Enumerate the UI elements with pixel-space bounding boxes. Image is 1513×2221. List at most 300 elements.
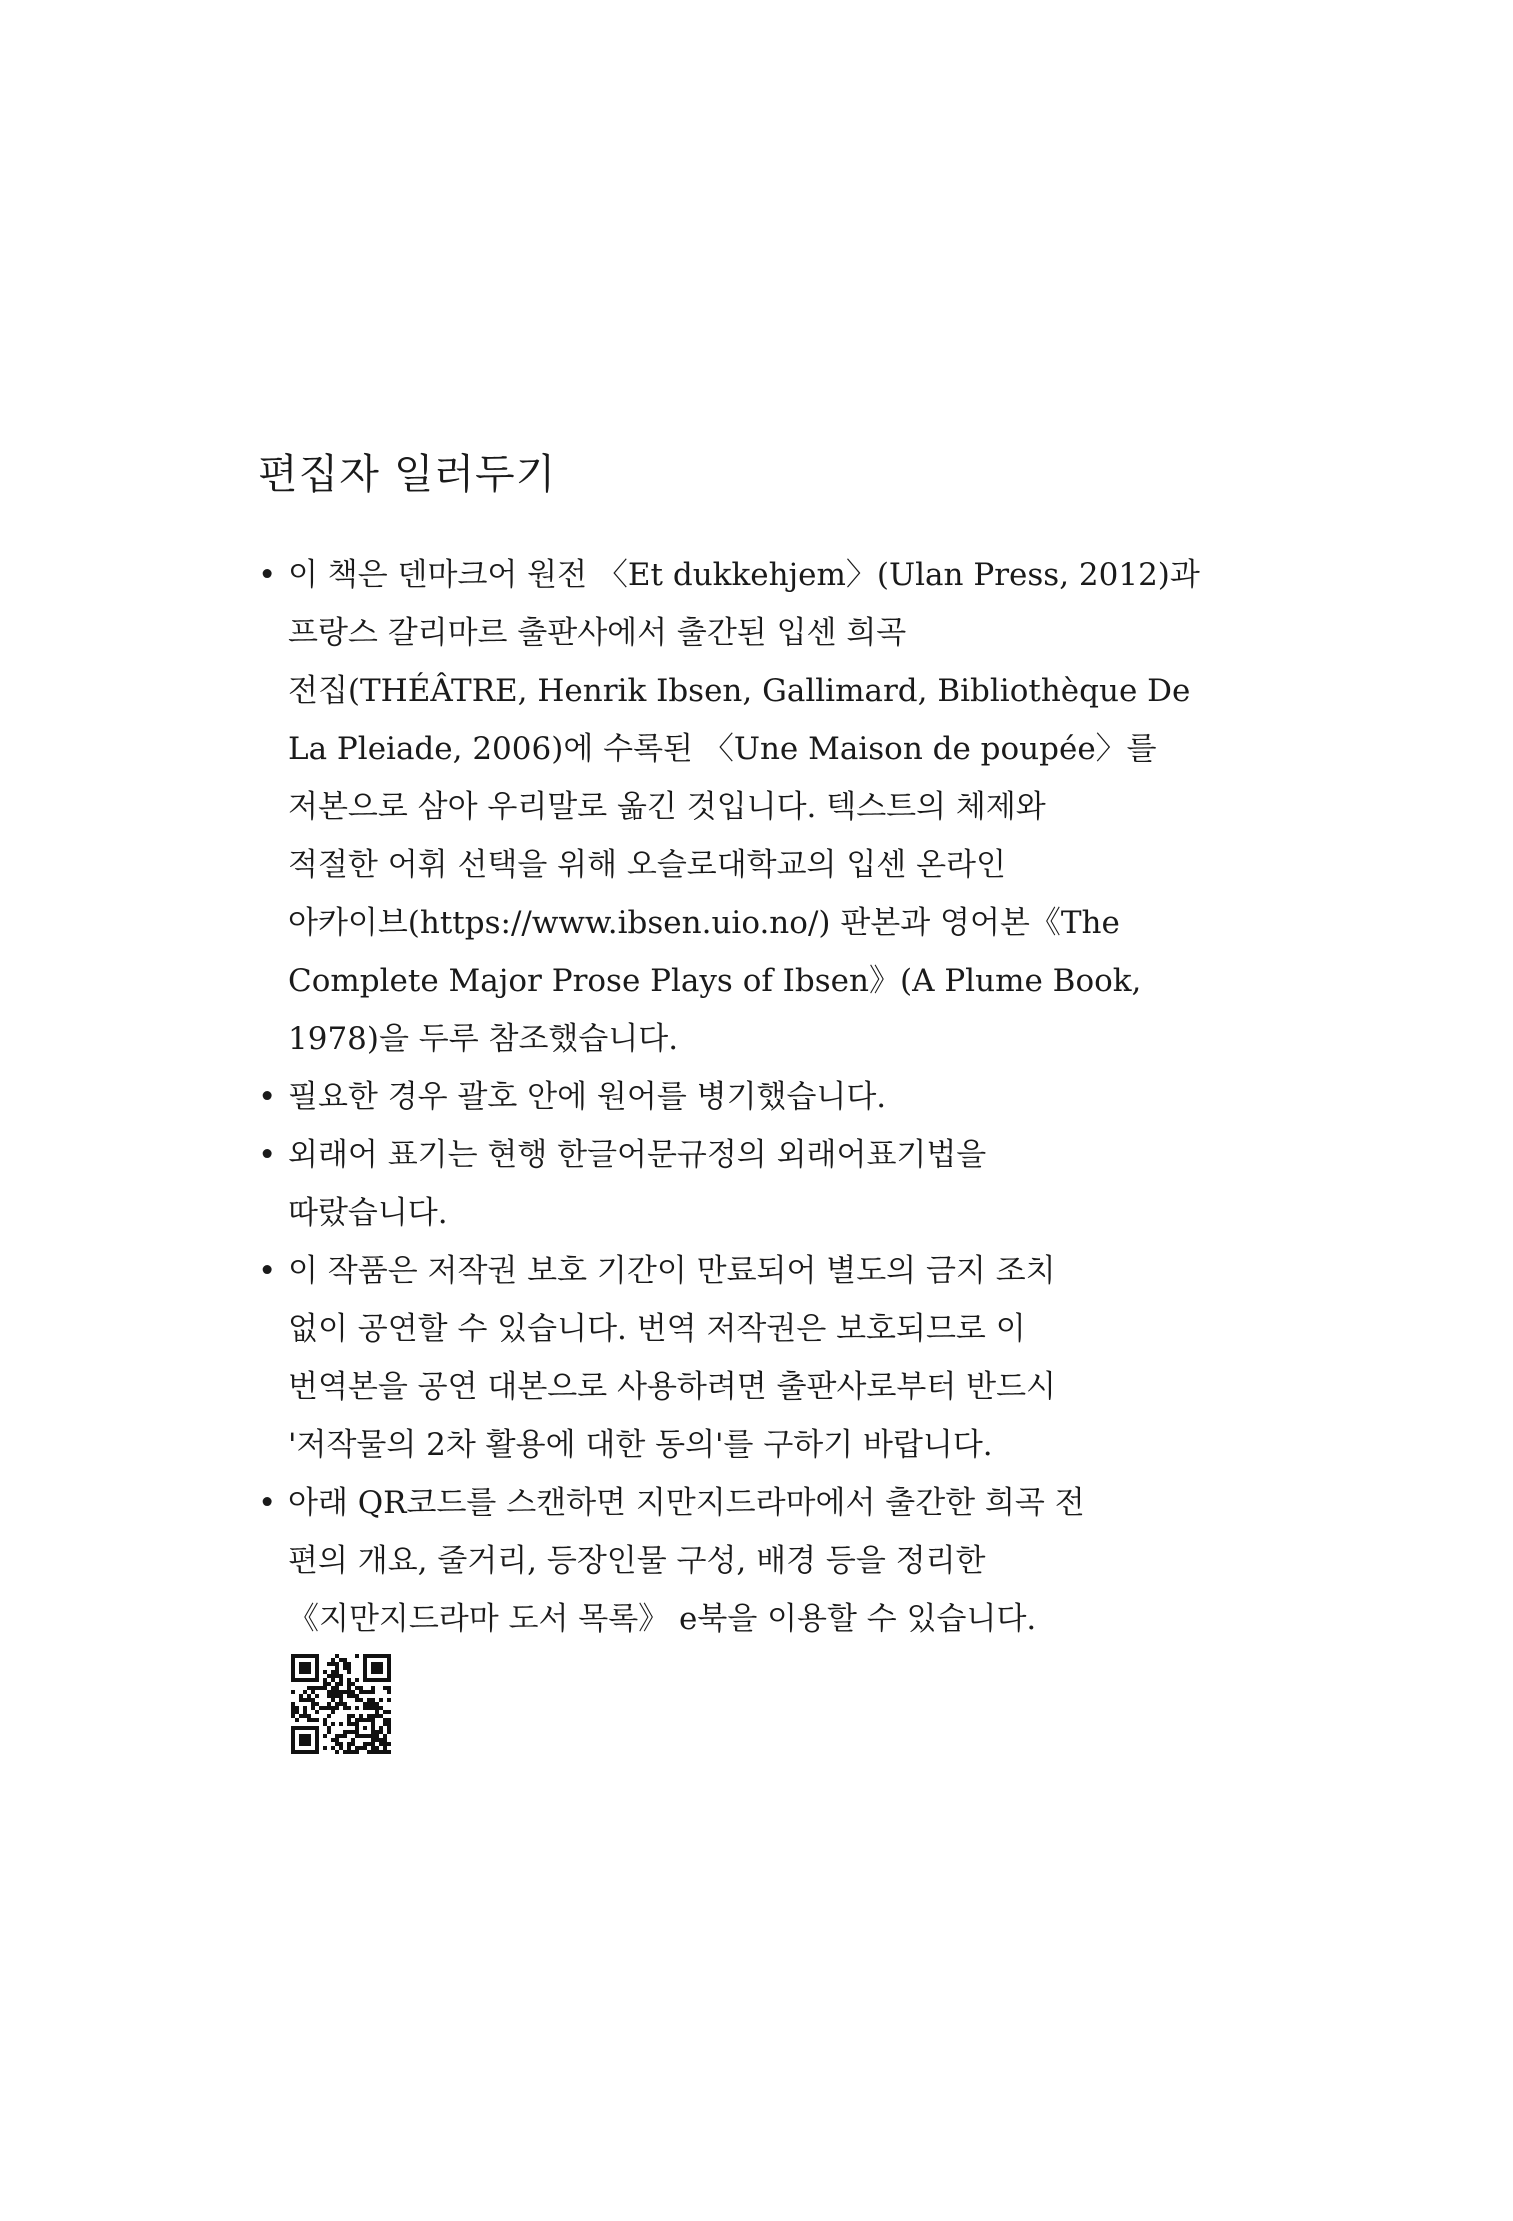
qr-module — [355, 1654, 359, 1658]
qr-module — [295, 1654, 299, 1658]
qr-module — [363, 1746, 367, 1750]
note-line: 외래어 표기는 현행 한글어문규정의 외래어표기법을 — [288, 1137, 987, 1173]
qr-module — [387, 1718, 391, 1722]
qr-module — [387, 1678, 391, 1682]
qr-module — [367, 1678, 371, 1682]
qr-module — [315, 1738, 319, 1742]
qr-module — [331, 1678, 335, 1682]
qr-module — [351, 1714, 355, 1718]
note-line: 없이 공연할 수 있습니다. 번역 저작권은 보호되므로 이 — [288, 1311, 1026, 1347]
qr-module — [375, 1654, 379, 1658]
note-item — [258, 546, 1258, 1068]
qr-module — [363, 1742, 367, 1746]
qr-module — [375, 1702, 379, 1706]
qr-module — [379, 1698, 383, 1702]
qr-module — [315, 1702, 319, 1706]
qr-module — [303, 1710, 307, 1714]
qr-module — [363, 1734, 367, 1738]
qr-module — [299, 1738, 303, 1742]
qr-module — [335, 1674, 339, 1678]
qr-module — [291, 1734, 295, 1738]
qr-module — [335, 1738, 339, 1742]
qr-module — [387, 1730, 391, 1734]
page-title: 편집자 일러두기 — [258, 450, 557, 498]
qr-module — [307, 1750, 311, 1754]
qr-module — [327, 1730, 331, 1734]
qr-module — [295, 1726, 299, 1730]
qr-code-icon — [291, 1654, 391, 1754]
qr-module — [371, 1750, 375, 1754]
qr-module — [315, 1654, 319, 1658]
qr-module — [307, 1738, 311, 1742]
qr-module — [295, 1706, 299, 1710]
qr-module — [303, 1706, 307, 1710]
qr-module — [367, 1714, 371, 1718]
qr-module — [291, 1714, 295, 1718]
qr-module — [299, 1714, 303, 1718]
qr-module — [367, 1734, 371, 1738]
qr-module — [371, 1726, 375, 1730]
qr-module — [335, 1686, 339, 1690]
qr-module — [331, 1686, 335, 1690]
qr-module — [307, 1666, 311, 1670]
qr-module — [299, 1726, 303, 1730]
qr-module — [363, 1726, 367, 1730]
qr-module — [327, 1694, 331, 1698]
qr-module — [375, 1730, 379, 1734]
qr-module — [291, 1730, 295, 1734]
qr-module — [291, 1690, 295, 1694]
qr-module — [315, 1674, 319, 1678]
qr-module — [347, 1730, 351, 1734]
qr-module — [379, 1706, 383, 1710]
qr-module — [327, 1706, 331, 1710]
qr-module — [303, 1738, 307, 1742]
qr-module — [331, 1698, 335, 1702]
qr-module — [339, 1690, 343, 1694]
bullet-icon: • — [258, 1485, 277, 1521]
qr-module — [367, 1718, 371, 1722]
qr-module — [375, 1662, 379, 1666]
qr-module — [359, 1734, 363, 1738]
qr-module — [311, 1750, 315, 1754]
qr-module — [379, 1666, 383, 1670]
qr-module — [379, 1662, 383, 1666]
qr-module — [383, 1734, 387, 1738]
qr-module — [359, 1718, 363, 1722]
qr-module — [343, 1666, 347, 1670]
qr-module — [355, 1730, 359, 1734]
qr-module — [335, 1662, 339, 1666]
bullet-icon: • — [258, 557, 277, 593]
qr-module — [355, 1750, 359, 1754]
qr-module — [307, 1686, 311, 1690]
qr-module — [303, 1714, 307, 1718]
qr-module — [375, 1706, 379, 1710]
note-line: 편의 개요, 줄거리, 등장인물 구성, 배경 등을 정리한 — [288, 1543, 986, 1579]
qr-module — [371, 1722, 375, 1726]
qr-module — [335, 1750, 339, 1754]
qr-module — [343, 1702, 347, 1706]
qr-module — [383, 1654, 387, 1658]
qr-module — [291, 1706, 295, 1710]
qr-module — [331, 1738, 335, 1742]
qr-module — [335, 1742, 339, 1746]
qr-module — [335, 1666, 339, 1670]
qr-module — [299, 1654, 303, 1658]
qr-module — [387, 1654, 391, 1658]
qr-module — [371, 1714, 375, 1718]
qr-module — [347, 1750, 351, 1754]
note-line: La Pleiade, 2006)에 수록된 〈Une Maison de poupée〉를 — [288, 731, 1157, 767]
qr-module — [371, 1702, 375, 1706]
qr-module — [367, 1750, 371, 1754]
qr-module — [291, 1662, 295, 1666]
qr-module — [323, 1722, 327, 1726]
qr-module — [315, 1746, 319, 1750]
qr-module — [307, 1714, 311, 1718]
note-line: 번역본을 공연 대본으로 사용하려면 출판사로부터 반드시 — [288, 1369, 1056, 1405]
qr-module — [323, 1746, 327, 1750]
qr-module — [311, 1678, 315, 1682]
qr-module — [371, 1738, 375, 1742]
qr-module — [335, 1734, 339, 1738]
qr-module — [335, 1690, 339, 1694]
qr-module — [291, 1738, 295, 1742]
qr-module — [347, 1746, 351, 1750]
qr-module — [299, 1734, 303, 1738]
qr-module — [299, 1662, 303, 1666]
qr-module — [367, 1702, 371, 1706]
qr-module — [359, 1686, 363, 1690]
qr-module — [335, 1694, 339, 1698]
qr-module — [339, 1682, 343, 1686]
qr-module — [387, 1674, 391, 1678]
qr-module — [303, 1666, 307, 1670]
qr-module — [307, 1726, 311, 1730]
qr-module — [311, 1698, 315, 1702]
qr-module — [351, 1750, 355, 1754]
qr-module — [371, 1742, 375, 1746]
qr-module — [291, 1670, 295, 1674]
qr-module — [363, 1654, 367, 1658]
qr-module — [375, 1738, 379, 1742]
qr-module — [375, 1734, 379, 1738]
qr-module — [379, 1730, 383, 1734]
note-item — [258, 1242, 1258, 1474]
qr-module — [315, 1730, 319, 1734]
qr-module — [347, 1722, 351, 1726]
qr-module — [339, 1694, 343, 1698]
qr-module — [387, 1722, 391, 1726]
qr-module — [327, 1690, 331, 1694]
qr-module — [315, 1750, 319, 1754]
qr-module — [323, 1734, 327, 1738]
qr-module — [299, 1678, 303, 1682]
qr-module — [371, 1686, 375, 1690]
qr-module — [303, 1654, 307, 1658]
qr-module — [307, 1698, 311, 1702]
qr-module — [367, 1654, 371, 1658]
qr-module — [355, 1746, 359, 1750]
qr-module — [387, 1750, 391, 1754]
qr-module — [387, 1658, 391, 1662]
qr-module — [351, 1742, 355, 1746]
qr-module — [383, 1710, 387, 1714]
qr-module — [359, 1746, 363, 1750]
qr-module — [315, 1718, 319, 1722]
qr-module — [291, 1654, 295, 1658]
qr-module — [323, 1718, 327, 1722]
qr-module — [311, 1706, 315, 1710]
qr-module — [343, 1658, 347, 1662]
qr-module — [363, 1658, 367, 1662]
qr-module — [347, 1666, 351, 1670]
qr-module — [371, 1654, 375, 1658]
qr-module — [387, 1726, 391, 1730]
qr-module — [307, 1654, 311, 1658]
qr-module — [379, 1750, 383, 1754]
qr-module — [299, 1666, 303, 1670]
qr-module — [347, 1690, 351, 1694]
qr-module — [291, 1674, 295, 1678]
qr-module — [371, 1718, 375, 1722]
qr-module — [315, 1734, 319, 1738]
qr-module — [299, 1698, 303, 1702]
note-item — [258, 1126, 1258, 1242]
qr-module — [303, 1698, 307, 1702]
qr-module — [379, 1726, 383, 1730]
qr-module — [383, 1742, 387, 1746]
qr-module — [335, 1654, 339, 1658]
qr-module — [371, 1662, 375, 1666]
qr-module — [339, 1678, 343, 1682]
qr-module — [315, 1742, 319, 1746]
qr-module — [347, 1694, 351, 1698]
note-item — [258, 1474, 1258, 1648]
qr-module — [355, 1722, 359, 1726]
qr-module — [347, 1686, 351, 1690]
qr-module — [375, 1710, 379, 1714]
qr-module — [375, 1746, 379, 1750]
qr-module — [339, 1698, 343, 1702]
qr-module — [355, 1734, 359, 1738]
qr-module — [383, 1686, 387, 1690]
qr-module — [331, 1694, 335, 1698]
note-line: '저작물의 2차 활용에 대한 동의'를 구하기 바랍니다. — [288, 1427, 993, 1463]
qr-module — [347, 1678, 351, 1682]
qr-module — [339, 1734, 343, 1738]
note-line: 아래 QR코드를 스캔하면 지만지드라마에서 출간한 희곡 전 — [288, 1485, 1085, 1521]
qr-module — [351, 1694, 355, 1698]
qr-module — [363, 1666, 367, 1670]
qr-module — [303, 1670, 307, 1674]
qr-module — [351, 1682, 355, 1686]
qr-module — [387, 1662, 391, 1666]
qr-module — [355, 1698, 359, 1702]
qr-module — [347, 1706, 351, 1710]
qr-module — [363, 1702, 367, 1706]
qr-module — [371, 1690, 375, 1694]
qr-module — [363, 1690, 367, 1694]
qr-module — [307, 1734, 311, 1738]
qr-module — [319, 1706, 323, 1710]
qr-module — [295, 1718, 299, 1722]
qr-module — [387, 1698, 391, 1702]
qr-module — [347, 1682, 351, 1686]
note-line: 필요한 경우 괄호 안에 원어를 병기했습니다. — [288, 1079, 887, 1115]
qr-module — [379, 1670, 383, 1674]
qr-module — [291, 1742, 295, 1746]
qr-module — [371, 1734, 375, 1738]
qr-module — [339, 1674, 343, 1678]
qr-module — [323, 1706, 327, 1710]
qr-module — [307, 1694, 311, 1698]
qr-module — [383, 1746, 387, 1750]
qr-module — [315, 1726, 319, 1730]
qr-module — [347, 1662, 351, 1666]
qr-module — [327, 1674, 331, 1678]
qr-module — [331, 1710, 335, 1714]
bullet-icon: • — [258, 1079, 277, 1115]
qr-module — [387, 1710, 391, 1714]
qr-module — [379, 1654, 383, 1658]
qr-module — [331, 1746, 335, 1750]
note-line: Complete Major Prose Plays of Ibsen》(A Plume Book, — [288, 963, 1142, 999]
qr-module — [295, 1678, 299, 1682]
bullet-icon: • — [258, 1253, 277, 1289]
qr-module — [327, 1726, 331, 1730]
qr-module — [379, 1742, 383, 1746]
qr-module — [315, 1666, 319, 1670]
qr-module — [291, 1702, 295, 1706]
qr-module — [363, 1670, 367, 1674]
qr-module — [343, 1750, 347, 1754]
qr-module — [351, 1730, 355, 1734]
qr-module — [315, 1710, 319, 1714]
note-line: 아카이브(https://www.ibsen.uio.no/) 판본과 영어본《The — [288, 905, 1120, 941]
qr-module — [331, 1690, 335, 1694]
qr-module — [315, 1694, 319, 1698]
qr-module — [355, 1686, 359, 1690]
qr-module — [307, 1662, 311, 1666]
qr-module — [351, 1738, 355, 1742]
qr-module — [387, 1742, 391, 1746]
note-line: 1978)을 두루 참조했습니다. — [288, 1021, 679, 1057]
qr-module — [375, 1750, 379, 1754]
note-item — [258, 1068, 1258, 1126]
qr-module — [371, 1698, 375, 1702]
qr-module — [367, 1690, 371, 1694]
qr-module — [387, 1686, 391, 1690]
qr-module — [331, 1670, 335, 1674]
qr-module — [303, 1662, 307, 1666]
qr-module — [371, 1666, 375, 1670]
qr-module — [327, 1682, 331, 1686]
qr-module — [339, 1742, 343, 1746]
qr-module — [323, 1670, 327, 1674]
qr-module — [291, 1658, 295, 1662]
qr-module — [355, 1706, 359, 1710]
qr-module — [315, 1686, 319, 1690]
note-line: 적절한 어휘 선택을 위해 오슬로대학교의 입센 온라인 — [288, 847, 1006, 883]
qr-module — [379, 1678, 383, 1682]
qr-module — [351, 1690, 355, 1694]
qr-module — [347, 1718, 351, 1722]
qr-module — [383, 1722, 387, 1726]
note-line: 《지만지드라마 도서 목록》 e북을 이용할 수 있습니다. — [288, 1601, 1037, 1637]
qr-module — [307, 1670, 311, 1674]
qr-module — [327, 1702, 331, 1706]
qr-module — [291, 1746, 295, 1750]
qr-module — [363, 1662, 367, 1666]
qr-module — [307, 1718, 311, 1722]
qr-module — [383, 1718, 387, 1722]
qr-module — [383, 1750, 387, 1754]
qr-module — [375, 1678, 379, 1682]
qr-module — [335, 1702, 339, 1706]
qr-module — [347, 1742, 351, 1746]
qr-module — [375, 1666, 379, 1670]
qr-module — [327, 1714, 331, 1718]
qr-module — [307, 1742, 311, 1746]
qr-module — [299, 1742, 303, 1746]
qr-module — [291, 1726, 295, 1730]
qr-module — [367, 1698, 371, 1702]
qr-module — [347, 1670, 351, 1674]
qr-module — [351, 1722, 355, 1726]
note-line: 전집(THÉÂTRE, Henrik Ibsen, Gallimard, Bibliothèque De — [288, 673, 1191, 709]
qr-module — [315, 1658, 319, 1662]
qr-module — [363, 1678, 367, 1682]
qr-module — [307, 1678, 311, 1682]
note-line: 이 작품은 저작권 보호 기간이 만료되어 별도의 금지 조치 — [288, 1253, 1056, 1289]
note-line: 따랐습니다. — [288, 1195, 448, 1231]
qr-module — [359, 1690, 363, 1694]
qr-module — [291, 1710, 295, 1714]
qr-module — [371, 1678, 375, 1682]
qr-module — [335, 1670, 339, 1674]
qr-module — [327, 1662, 331, 1666]
qr-module — [367, 1706, 371, 1710]
qr-module — [343, 1730, 347, 1734]
qr-module — [311, 1702, 315, 1706]
qr-module — [339, 1746, 343, 1750]
note-line: 저본으로 삼아 우리말로 옮긴 것입니다. 텍스트의 체제와 — [288, 789, 1046, 825]
qr-module — [343, 1690, 347, 1694]
qr-module — [323, 1678, 327, 1682]
qr-module — [331, 1674, 335, 1678]
qr-module — [363, 1706, 367, 1710]
qr-module — [303, 1690, 307, 1694]
qr-module — [315, 1662, 319, 1666]
qr-module — [331, 1722, 335, 1726]
note-line: 이 책은 덴마크어 원전 〈Et dukkehjem〉(Ulan Press, 2012)과 — [288, 557, 1200, 593]
qr-module — [343, 1662, 347, 1666]
qr-module — [315, 1670, 319, 1674]
qr-module — [299, 1670, 303, 1674]
qr-module — [359, 1714, 363, 1718]
qr-module — [339, 1658, 343, 1662]
notes-list — [258, 546, 1258, 1648]
qr-module — [291, 1678, 295, 1682]
qr-module — [383, 1678, 387, 1682]
qr-module — [355, 1678, 359, 1682]
qr-module — [387, 1666, 391, 1670]
qr-module — [355, 1718, 359, 1722]
qr-module — [303, 1750, 307, 1754]
qr-module — [355, 1726, 359, 1730]
